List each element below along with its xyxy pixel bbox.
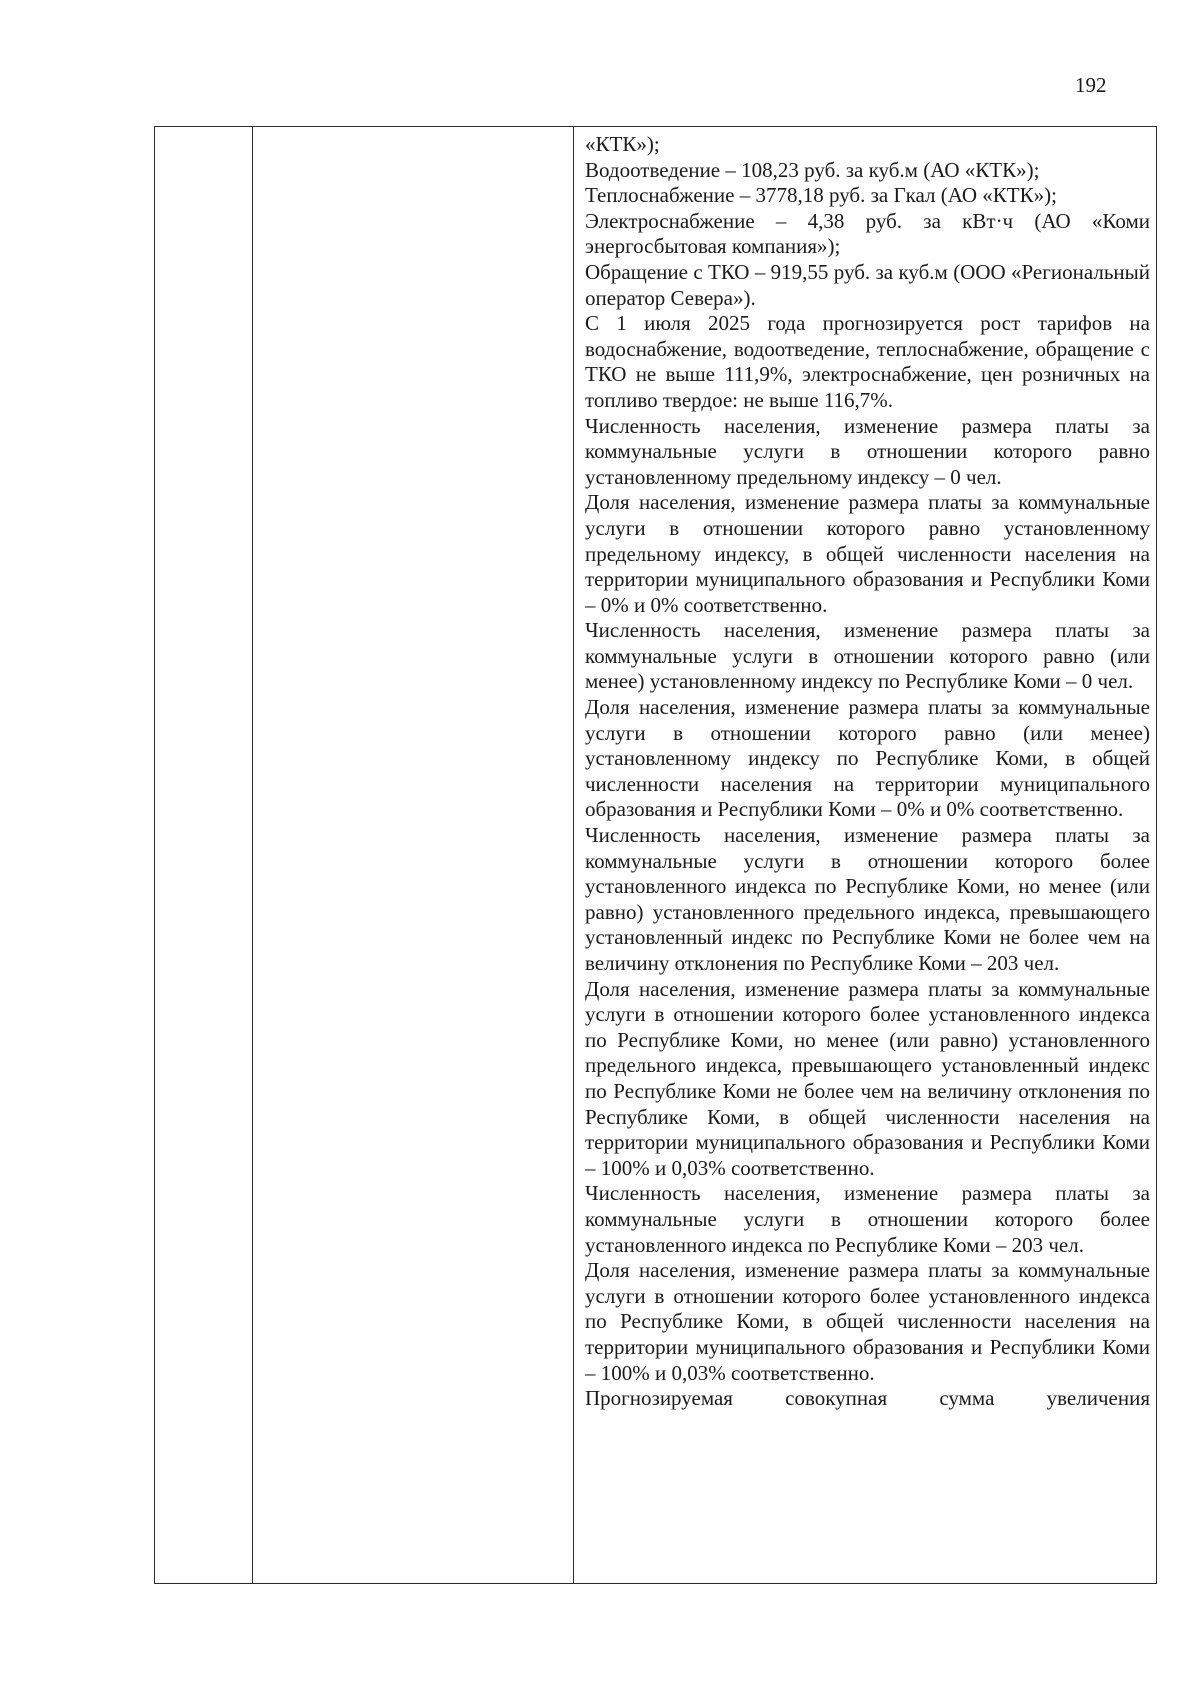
paragraph: С 1 июля 2025 года прогнозируется рост тарифов на водоснабжение, водоотведение, теплоснабжение, обращение с ТКО не выше 111,9%, электроснабжение, цен розничных на топливо твердое: не выше 116,7%.	[585, 311, 1150, 412]
paragraph: Теплоснабжение – 3778,18 руб. за Гкал (АО «КТК»);	[585, 183, 1057, 208]
paragraph: Численность населения, изменение размера платы за коммунальные услуги в отношении которого более установленного индекса по Республике Коми – 203 чел.	[585, 1181, 1150, 1257]
table-cell-empty-2	[253, 127, 574, 1584]
paragraph: Доля населения, изменение размера платы за коммунальные услуги в отношении которого более установленного индекса по Республике Коми, но менее (или равно) установленного предельного индекса, превышающего установленный индекс по Республике Коми не более чем на величину отклонения по Республике Коми, в общей численности населения на территории муниципального образования и Республики Коми – 100% и 0,03% соответственно.	[585, 976, 1150, 1180]
table-cell-text	[574, 127, 1157, 1584]
paragraph: Численность населения, изменение размера платы за коммунальные услуги в отношении которого более установленного индекса по Республике Коми, но менее (или равно) установленного предельного индекса, превышающего установленный индекс по Республике Коми не более чем на величину отклонения по Республике Коми – 203 чел.	[585, 823, 1150, 975]
paragraph: Численность населения, изменение размера платы за коммунальные услуги в отношении которого равно установленному предельному индексу – 0 чел.	[585, 413, 1150, 489]
paragraph: Доля населения, изменение размера платы за коммунальные услуги в отношении которого более установленного индекса по Республике Коми, в общей численности населения на территории муниципального образования и Республики Коми – 100% и 0,03% соответственно.	[585, 1258, 1150, 1385]
paragraph: «КТК»);	[585, 132, 660, 156]
document-table	[154, 126, 1157, 1584]
paragraph: Доля населения, изменение размера платы за коммунальные услуги в отношении которого равно (или менее) установленному индексу по Республике Коми, в общей численности населения на территории муниципального образования и Республики Коми – 0% и 0% соответственно.	[585, 695, 1150, 822]
paragraph: Водоотведение – 108,23 руб. за куб.м (АО «КТК»);	[585, 157, 1040, 182]
paragraph: Доля населения, изменение размера платы за коммунальные услуги в отношении которого равно установленному предельному индексу, в общей численности населения на территории муниципального образования и Республики Коми – 0% и 0% соответственно.	[585, 490, 1150, 617]
paragraph: Электроснабжение – 4,38 руб. за кВт·ч (АО «Коми энергосбытовая компания»);	[585, 208, 1150, 259]
table-cell-empty-1	[155, 127, 253, 1584]
paragraph: Численность населения, изменение размера платы за коммунальные услуги в отношении которого равно (или менее) установленному индексу по Республике Коми – 0 чел.	[585, 618, 1150, 694]
page-number: 192	[1075, 73, 1107, 97]
paragraph: Обращение с ТКО – 919,55 руб. за куб.м (ООО «Региональный оператор Севера»).	[585, 259, 1150, 310]
paragraph: Прогнозируемая совокупная сумма увеличения	[585, 1386, 1150, 1411]
table-row	[155, 127, 1157, 1584]
